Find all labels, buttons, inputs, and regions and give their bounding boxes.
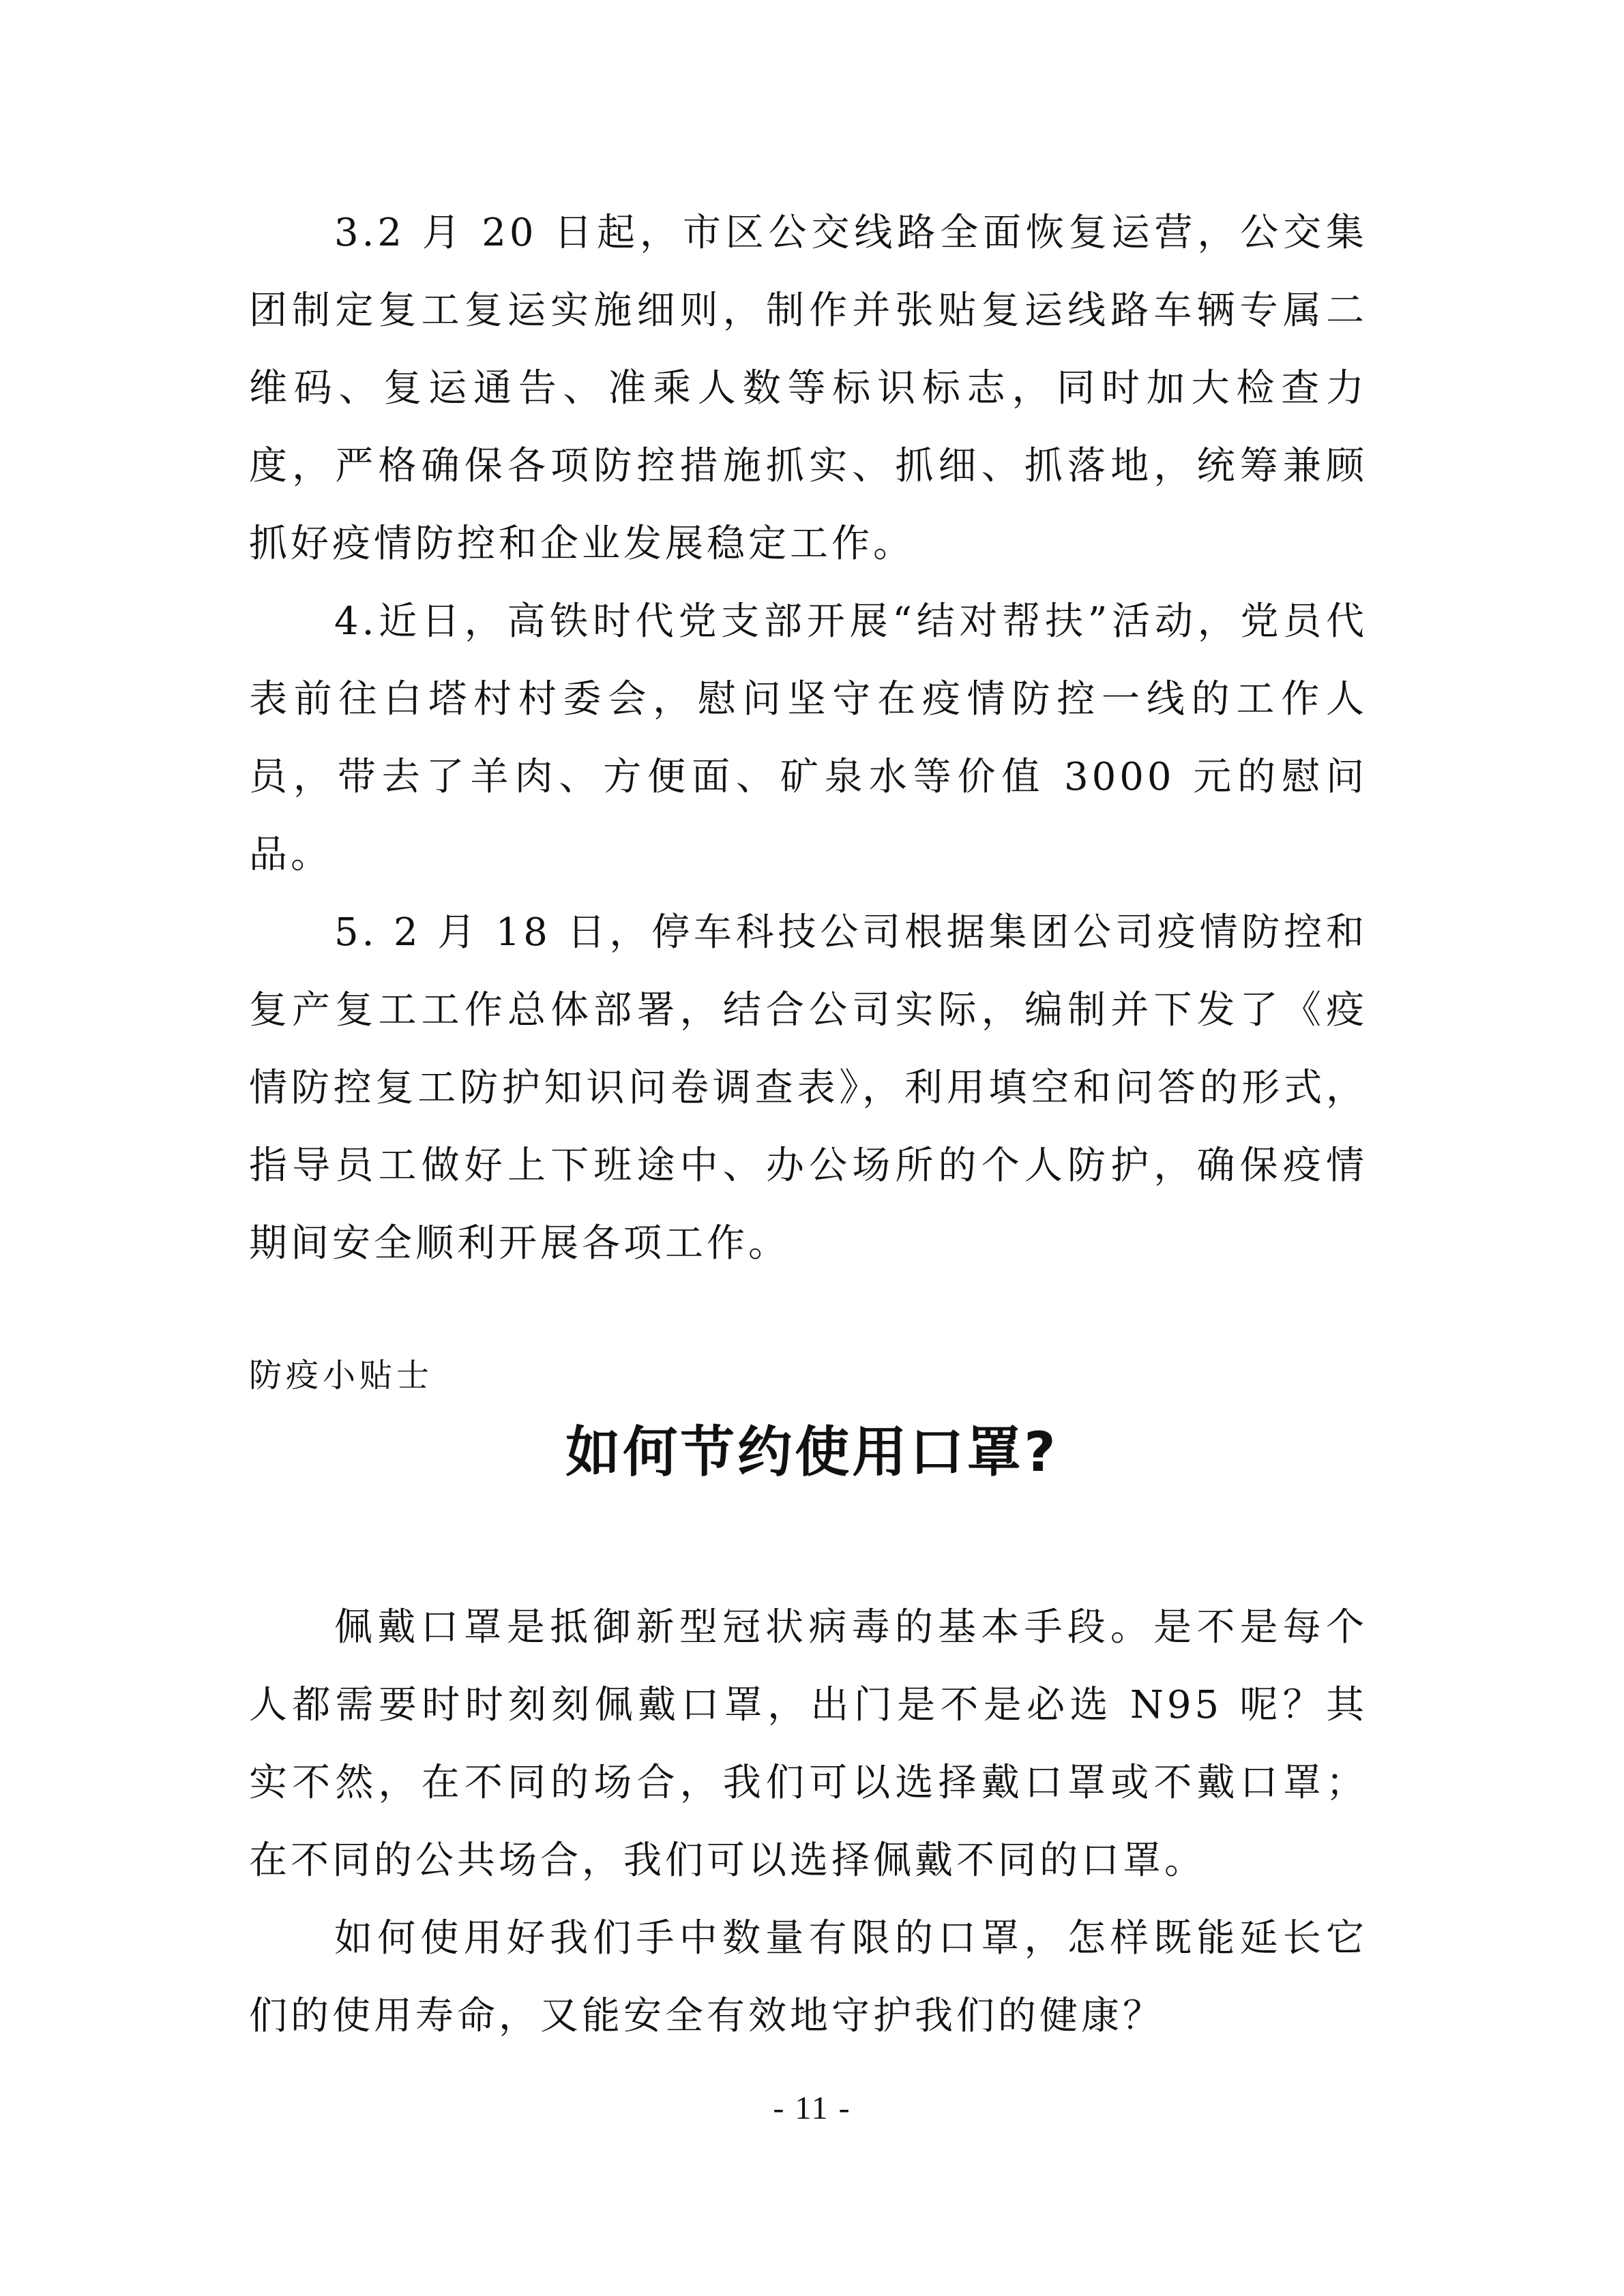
tips-body	[249, 1589, 1368, 2055]
tips-paragraph-question: 如何使用好我们手中数量有限的口罩，怎样既能延长它们的使用寿命，又能安全有效地守护我们的健康？	[249, 1916, 1368, 2038]
news-section	[249, 194, 1368, 1283]
section-label-tips: 防疫小贴士	[249, 1356, 434, 1395]
news-item-bus-resumption: 3.2 月 20 日起，市区公交线路全面恢复运营，公交集团制定复工复运实施细则，制作并张贴复运线路车辆专属二维码、复运通告、准乘人数等标识标志，同时加大检查力度，严格确保各项防控措施抓实、抓细、抓落地，统筹兼顾抓好疫情防控和企业发展稳定工作。	[249, 211, 1368, 566]
news-item-parking-questionnaire: 5. 2 月 18 日，停车科技公司根据集团公司疫情防控和复产复工工作总体部署，结合公司实际，编制并下发了《疫情防控复工防护知识问卷调查表》，利用填空和问答的形式，指导员工做好上下班途中、办公场所的个人防护，确保疫情期间安全顺利开展各项工作。	[249, 910, 1368, 1266]
news-item-party-branch-visit: 4.近日，高铁时代党支部开展“结对帮扶”活动，党员代表前往白塔村村委会，慰问坚守在疫情防控一线的工作人员，带去了羊肉、方便面、矿泉水等价值 3000 元的慰问品。	[249, 599, 1368, 877]
page-number: - 11 -	[773, 2090, 851, 2126]
tips-paragraph-intro: 佩戴口罩是抵御新型冠状病毒的基本手段。是不是每个人都需要时时刻刻佩戴口罩，出门是不是必选 N95 呢？其实不然，在不同的场合，我们可以选择戴口罩或不戴口罩；在不同的公共场合，我们可以选择佩戴不同的口罩。	[249, 1605, 1368, 1883]
article-title: 如何节约使用口罩?	[565, 1420, 1059, 1484]
